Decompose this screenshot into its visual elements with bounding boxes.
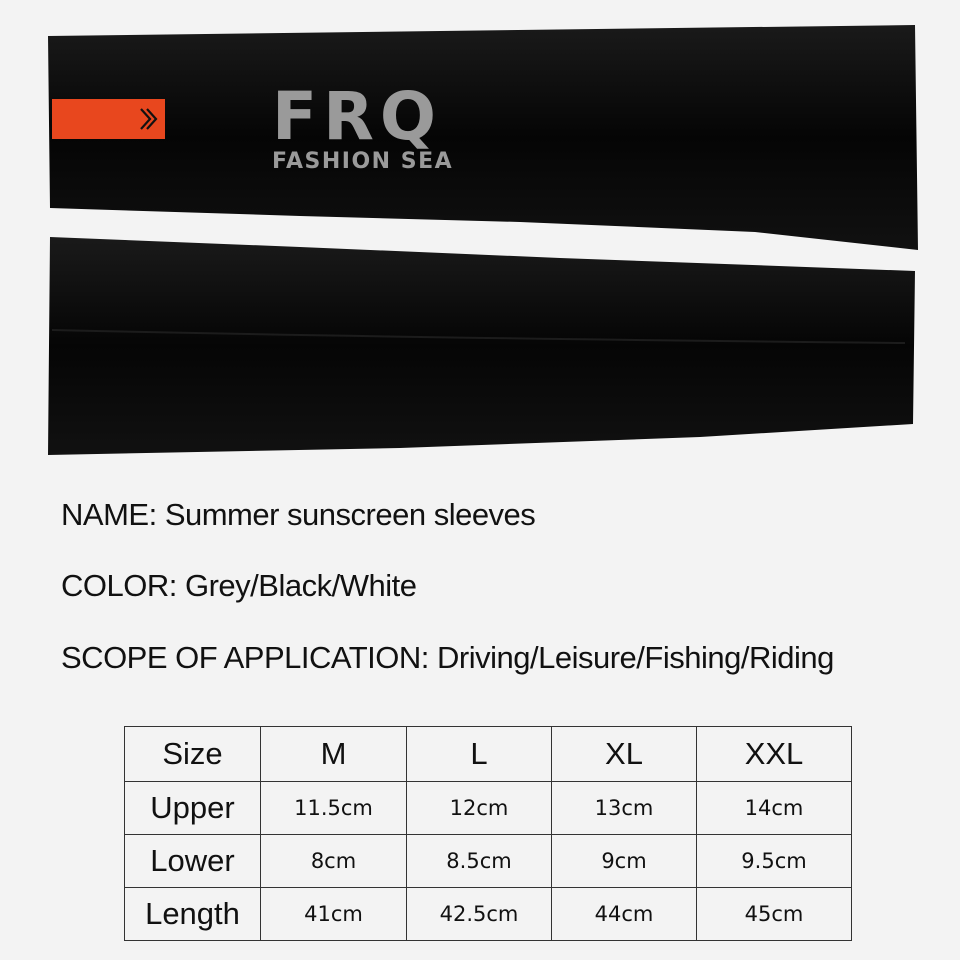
color-label: COLOR: — [61, 568, 177, 603]
header-cell: XXL — [697, 727, 852, 782]
table-cell: 9cm — [552, 835, 697, 888]
sleeve-bottom — [48, 237, 915, 455]
header-cell: XL — [552, 727, 697, 782]
table-cell: 13cm — [552, 782, 697, 835]
sleeve-top — [48, 25, 918, 250]
table-cell: 12cm — [407, 782, 552, 835]
brand-logo-main: FRQ — [272, 78, 443, 155]
name-value: Summer sunscreen sleeves — [164, 497, 536, 532]
table-row — [125, 782, 852, 835]
table-row — [125, 888, 852, 941]
scope-value: Driving/Leisure/Fishing/Riding — [437, 640, 834, 675]
table-cell: 41cm — [261, 888, 407, 941]
table-cell: 42.5cm — [407, 888, 552, 941]
product-image — [0, 0, 960, 470]
header-cell: L — [407, 727, 552, 782]
table-cell: 44cm — [552, 888, 697, 941]
row-label: Lower — [125, 835, 261, 888]
table-cell: 45cm — [697, 888, 852, 941]
brand-logo-sub: FASHION SEA — [272, 149, 454, 174]
table-cell: 8cm — [261, 835, 407, 888]
header-cell: Size — [125, 727, 261, 782]
row-label: Length — [125, 888, 261, 941]
table-cell: 8.5cm — [407, 835, 552, 888]
sleeve-tag — [52, 99, 165, 139]
info-name — [61, 497, 535, 533]
scope-label: SCOPE OF APPLICATION: — [61, 640, 429, 675]
table-cell: 14cm — [697, 782, 852, 835]
table-cell: 11.5cm — [261, 782, 407, 835]
table-row — [125, 835, 852, 888]
name-label: NAME: — [61, 497, 157, 532]
row-label: Upper — [125, 782, 261, 835]
info-scope — [61, 640, 834, 676]
size-table — [124, 726, 852, 941]
header-cell: M — [261, 727, 407, 782]
table-header-row — [125, 727, 852, 782]
color-value: Grey/Black/White — [184, 568, 417, 603]
table-cell: 9.5cm — [697, 835, 852, 888]
info-color — [61, 568, 416, 604]
